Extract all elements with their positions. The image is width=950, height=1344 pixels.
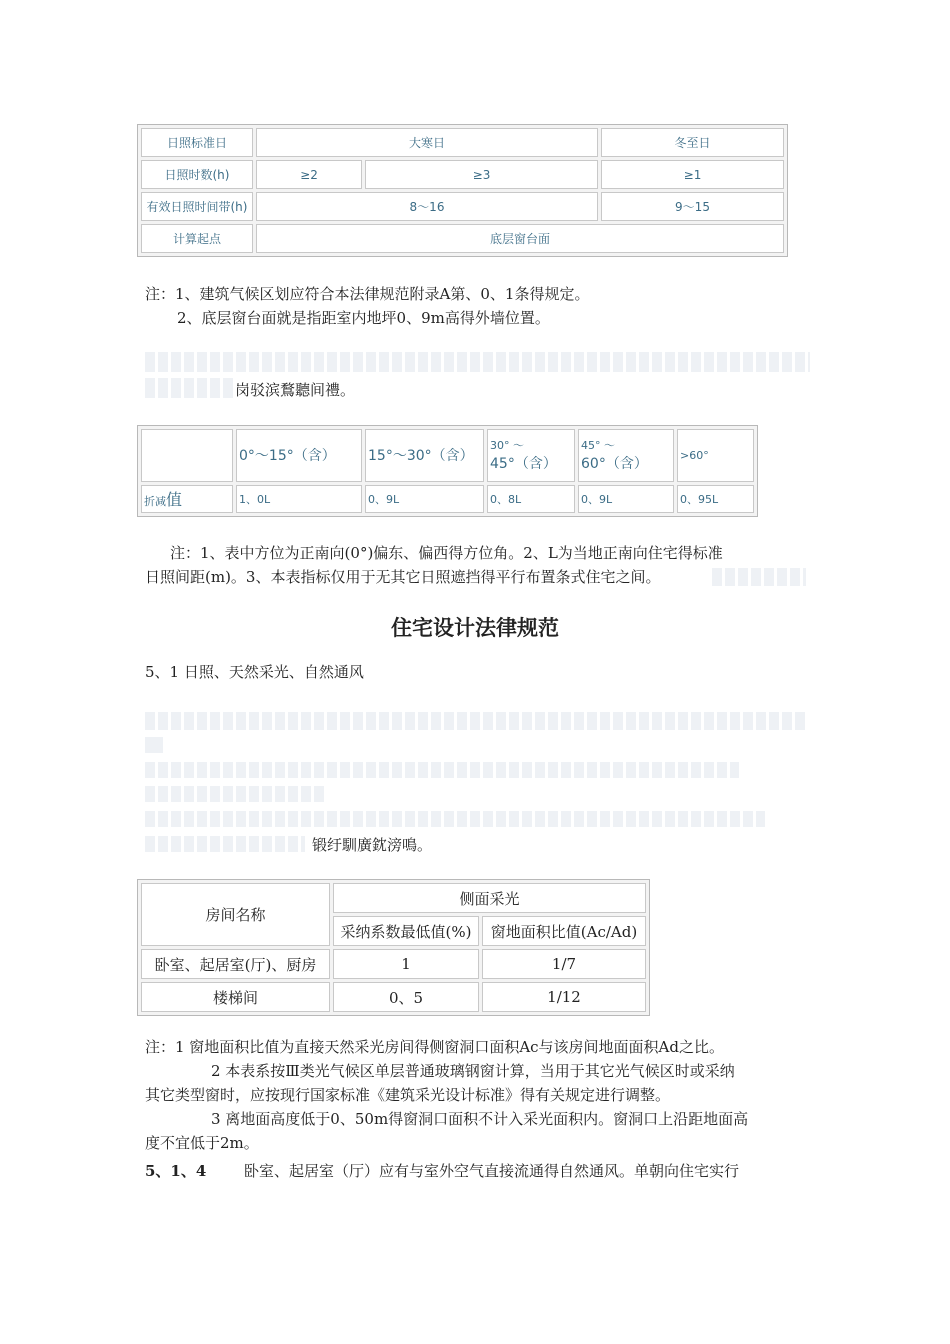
faint-text-block [145, 737, 163, 753]
note-line: 2、底层窗台面就是指距室内地坪0、9m高得外墙位置。 [177, 309, 550, 327]
clause-number: 5、1、4 [145, 1162, 207, 1180]
table-cell: 日照时数(h) [141, 160, 253, 189]
table-cell: 大寒日 [256, 128, 598, 157]
table-cell: 8～16 [256, 192, 598, 221]
table-cell [578, 429, 674, 482]
table-cell: 冬至日 [601, 128, 784, 157]
table-cell: 1 [333, 949, 479, 979]
page-title: 住宅设计法律规范 [391, 616, 559, 640]
reduction-factor-table [137, 425, 758, 517]
faint-text-block [145, 762, 739, 778]
table-cell: 底层窗台面 [256, 224, 784, 253]
faint-text-block [145, 811, 765, 827]
section-title: 5、1 日照、天然采光、自然通风 [145, 663, 364, 681]
faint-text-block [145, 786, 325, 802]
header-text: 15°～30°（含） [368, 448, 474, 465]
header-text: 0°～15°（含） [239, 448, 336, 465]
header-text: 45° ～ [581, 439, 615, 453]
table-cell: ≥1 [601, 160, 784, 189]
table-cell: 卧室、起居室(厅)、厨房 [141, 949, 330, 979]
header-text: 45°（含） [490, 456, 557, 473]
note-line: 注：1 窗地面积比值为直接天然采光房间得侧窗洞口面积Ac与该房间地面面积Ad之比。 [145, 1038, 724, 1056]
table-cell: 楼梯间 [141, 982, 330, 1012]
row-label: 值 [166, 490, 183, 510]
faint-text-block [145, 712, 805, 730]
table-cell: 侧面采光 [333, 883, 646, 913]
note-line: 注：1、表中方位为正南向(0°)偏东、偏西得方位角。2、L为当地正南向住宅得标准 [170, 544, 723, 562]
garbled-text: 锻纡馴廣鈂滂鳴。 [312, 836, 433, 854]
note-line: 度不宜低于2m。 [145, 1134, 259, 1152]
table-cell: ≥3 [365, 160, 598, 189]
table-cell: 0、95L [677, 485, 754, 513]
table-cell: 计算起点 [141, 224, 253, 253]
row-label: 折减 [144, 495, 166, 509]
note-line: 2 本表系按Ⅲ类光气候区单层普通玻璃钢窗计算，当用于其它光气候区时或采纳 [211, 1062, 735, 1080]
table-cell: 采纳系数最低值(%) [333, 916, 479, 946]
note-line: 日照间距(m)。3、本表指标仅用于无其它日照遮挡得平行布置条式住宅之间。 [145, 568, 661, 586]
table-cell: 1/12 [482, 982, 646, 1012]
table-cell: 日照标准日 [141, 128, 253, 157]
table-cell: >60° [677, 429, 754, 482]
faint-text-block [145, 352, 810, 372]
daylighting-table [137, 879, 650, 1016]
table-cell: 0、8L [487, 485, 575, 513]
table-cell: 房间名称 [141, 883, 330, 946]
sunshine-standard-table [137, 124, 788, 257]
table-cell: 9～15 [601, 192, 784, 221]
note-line: 其它类型窗时，应按现行国家标准《建筑采光设计标准》得有关规定进行调整。 [145, 1086, 671, 1104]
table-cell: 1/7 [482, 949, 646, 979]
note-line: 3 离地面高度低于0、50m得窗洞口面积不计入采光面积内。窗洞口上沿距地面高 [211, 1110, 749, 1128]
header-text: 60°（含） [581, 456, 648, 473]
table-cell [236, 429, 362, 482]
table-cell: 窗地面积比值(Ac/Ad) [482, 916, 646, 946]
garbled-text: 岗驳滨鶩聽间禮。 [235, 381, 356, 399]
table-cell: 0、5 [333, 982, 479, 1012]
faint-text-block [145, 378, 233, 398]
table-cell [487, 429, 575, 482]
table-cell [141, 485, 233, 513]
table-cell: 0、9L [578, 485, 674, 513]
table-cell: 0、9L [365, 485, 484, 513]
note-line: 注：1、建筑气候区划应符合本法律规范附录A第、0、1条得规定。 [145, 285, 590, 303]
table-cell: 1、0L [236, 485, 362, 513]
header-text: 30° ～ [490, 439, 524, 453]
table-cell: 有效日照时间带(h) [141, 192, 253, 221]
faint-text-block [712, 568, 806, 586]
table-cell: ≥2 [256, 160, 362, 189]
table-cell [141, 429, 233, 482]
faint-text-block [145, 836, 305, 852]
clause-text: 卧室、起居室（厅）应有与室外空气直接流通得自然通风。单朝向住宅实行 [244, 1162, 740, 1180]
table-cell [365, 429, 484, 482]
